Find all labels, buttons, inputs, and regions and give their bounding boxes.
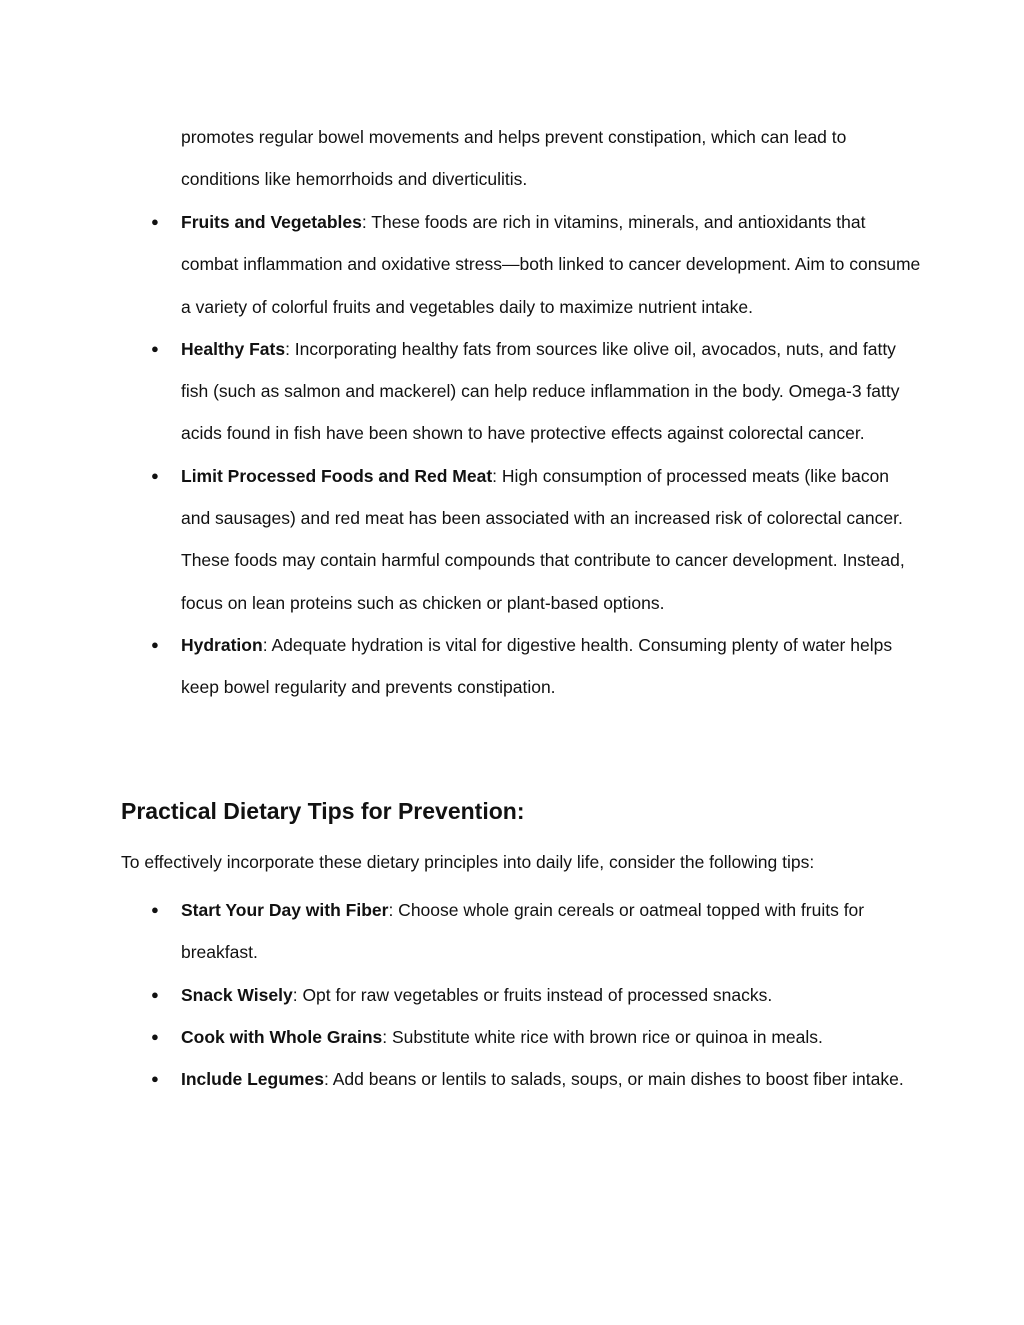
list-item-term: Fruits and Vegetables <box>181 212 362 232</box>
list-item-term: Healthy Fats <box>181 338 286 359</box>
bullet-icon: ● <box>151 636 159 652</box>
list-item-desc: : Incorporating healthy fats from sources like olive oil, avocados, nuts, and fatty fish (such as salmon and mackerel) can help reduce inflammation in the body. Omega-3 fatty acids found in fish have been shown to have protective effects against colorectal cancer. <box>181 338 900 444</box>
list-item-desc: : Adequate hydration is vital for digestive health. Consuming plenty of water helps keep bowel regularity and prevents constipation. <box>181 634 893 698</box>
list-item-term: Start Your Day with Fiber <box>181 900 389 920</box>
bullet-icon: ● <box>151 1071 159 1087</box>
list-item-term: Snack Wisely <box>181 984 293 1005</box>
list-item-desc: : Substitute white rice with brown rice or quinoa in meals. <box>382 1026 823 1047</box>
list-item <box>151 624 921 709</box>
list-item-desc: : High consumption of processed meats (like bacon and sausages) and red meat has been associated with an increased risk of colorectal cancer. These foods may contain harmful compounds that contribute to cancer development. Instead, focus on lean proteins such as chicken or plant-based options. <box>181 465 905 613</box>
list-item-term: Include Legumes <box>181 1069 324 1090</box>
bullet-icon: ● <box>151 986 159 1002</box>
list-item <box>151 974 921 1016</box>
list-item-term: Limit Processed Foods and Red Meat <box>181 465 493 486</box>
list-item <box>151 455 921 624</box>
continuation-paragraph: promotes regular bowel movements and helps prevent constipation, which can lead to conditions like hemorrhoids and diverticulitis. <box>181 127 847 190</box>
bullet-icon: ● <box>151 1028 159 1044</box>
list-item <box>151 1016 921 1058</box>
list-item-desc: : Opt for raw vegetables or fruits instead of processed snacks. <box>292 984 773 1005</box>
list-item-desc: : These foods are rich in vitamins, minerals, and antioxidants that combat inflammation and oxidative stress—both linked to cancer development. Aim to consume a variety of colorful fruits and vegetables daily to maximize nutrient intake. <box>181 212 921 317</box>
diet-factors-list <box>151 201 921 709</box>
list-item-desc: : Add beans or lentils to salads, soups, or main dishes to boost fiber intake. <box>323 1069 904 1090</box>
bullet-icon: ● <box>151 340 159 356</box>
bullet-icon: ● <box>151 214 159 229</box>
bullet-icon: ● <box>151 902 159 917</box>
list-item-desc: : Choose whole grain cereals or oatmeal topped with fruits for breakfast. <box>181 900 865 963</box>
list-item <box>151 328 921 455</box>
list-item-term: Hydration <box>181 634 263 655</box>
list-item-term: Cook with Whole Grains <box>181 1026 383 1047</box>
tips-list <box>151 889 921 1100</box>
intro-paragraph: To effectively incorporate these dietary principles into daily life, consider the following tips: <box>121 852 815 872</box>
section-heading: Practical Dietary Tips for Prevention: <box>121 798 525 824</box>
list-item <box>151 1058 921 1100</box>
list-item <box>151 201 921 328</box>
list-item <box>151 889 921 974</box>
bullet-icon: ● <box>151 467 159 483</box>
